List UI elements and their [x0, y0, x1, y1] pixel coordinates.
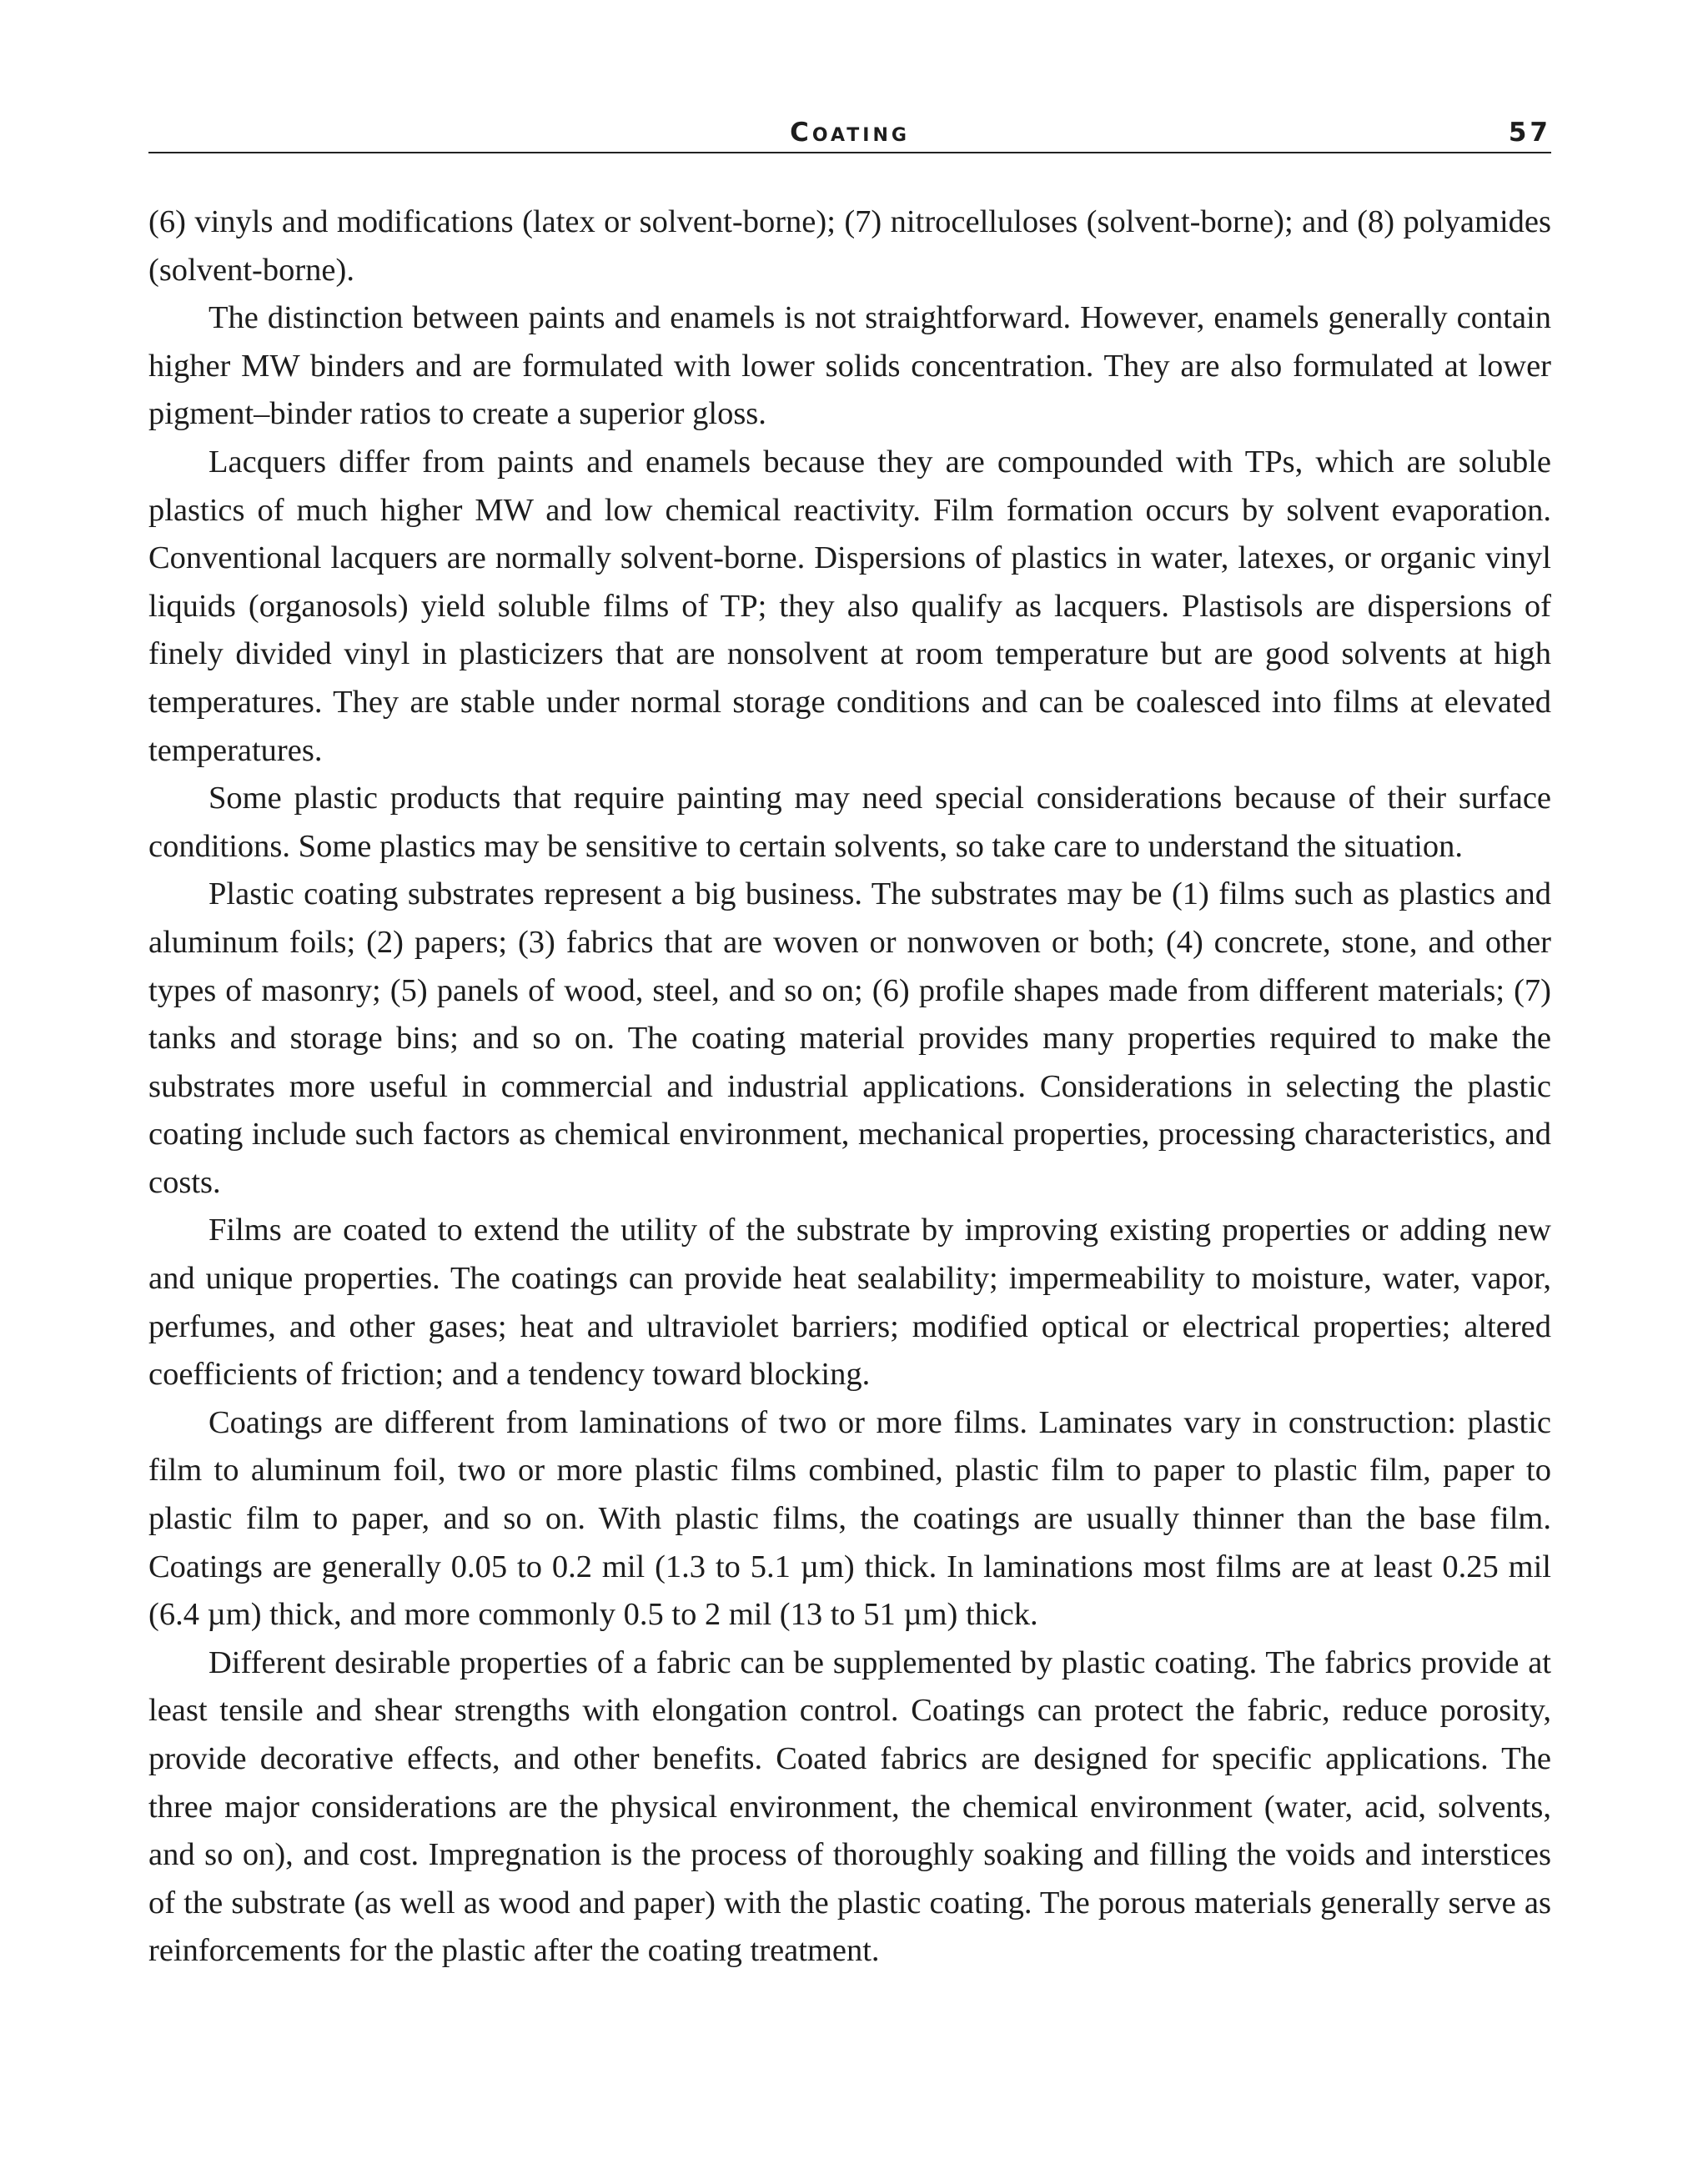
paragraph-laminations: Coatings are different from laminations of two or more films. Laminates vary in construction: plastic film to aluminum foil, two or more plastic films combined, plastic film to paper to plastic film, paper to plastic film to paper, and so on. With plastic films, the coatings are usually thinner than the base film. Coatings are generally 0.05 to 0.2 mil (1.3 to 5.1 µm) thick. In laminations most films are at least 0.25 mil (6.4 µm) thick, and more commonly 0.5 to 2 mil (13 to 51 µm) thick.	[148, 1404, 1551, 1633]
paragraph-paints-vs-enamels: The distinction between paints and enamels is not straightforward. However, enamels generally contain higher MW binders and are formulated with lower solids concentration. They are also formulated at lower pigment–binder ratios to create a superior gloss.	[148, 300, 1551, 432]
paragraph-coating-substrates: Plastic coating substrates represent a big business. The substrates may be (1) films such as plastics and aluminum foils; (2) papers; (3) fabrics that are woven or nonwoven or both; (4) concrete, stone, and other types of masonry; (5) panels of wood, steel, and so on; (6) profile shapes made from different materials; (7) tanks and storage bins; and so on. The coating material provides many properties required to make the substrates more useful in commercial and industrial applications. Considerations in selecting the plastic coating include such factors as chemical environment, mechanical properties, processing characteristics, and costs.	[148, 876, 1551, 1200]
page-number: 57	[1508, 118, 1551, 148]
paragraph-painting-considerations: Some plastic products that require painting may need special considerations because of their surface conditions. Some plastics may be sensitive to certain solvents, so take care to understand the situation.	[148, 781, 1551, 864]
paragraph-continuation: (6) vinyls and modifications (latex or solvent-borne); (7) nitrocelluloses (solvent-borne); and (8) polyamides (solvent-borne).	[148, 204, 1551, 288]
running-title: Coating	[790, 118, 910, 148]
body-text	[148, 198, 1551, 1976]
running-head	[148, 115, 1551, 153]
paragraph-coated-films: Films are coated to extend the utility of the substrate by improving existing properties or adding new and unique properties. The coatings can provide heat sealability; impermeability to moisture, water, vapor, perfumes, and other gases; heat and ultraviolet barriers; modified optical or electrical properties; altered coefficients of friction; and a tendency toward blocking.	[148, 1213, 1551, 1393]
paragraph-lacquers: Lacquers differ from paints and enamels because they are compounded with TPs, which are soluble plastics of much higher MW and low chemical reactivity. Film formation occurs by solvent evaporation. Conventional lacquers are normally solvent-borne. Dispersions of plastics in water, latexes, or organic vinyl liquids (organosols) yield soluble films of TP; they also qualify as lacquers. Plastisols are dispersions of finely divided vinyl in plasticizers that are nonsolvent at room temperature but are good solvents at high temperatures. They are stable under normal storage conditions and can be coalesced into films at elevated temperatures.	[148, 444, 1551, 768]
paragraph-coated-fabrics: Different desirable properties of a fabric can be supplemented by plastic coating. The fabrics provide at least tensile and shear strengths with elongation control. Coatings can protect the fabric, reduce porosity, provide decorative effects, and other benefits. Coated fabrics are designed for specific applications. The three major considerations are the physical environment, the chemical environment (water, acid, solvents, and so on), and cost. Impregnation is the process of thoroughly soaking and filling the voids and interstices of the substrate (as well as wood and paper) with the plastic coating. The porous materials generally serve as reinforcements for the plastic after the coating treatment.	[148, 1644, 1551, 1969]
